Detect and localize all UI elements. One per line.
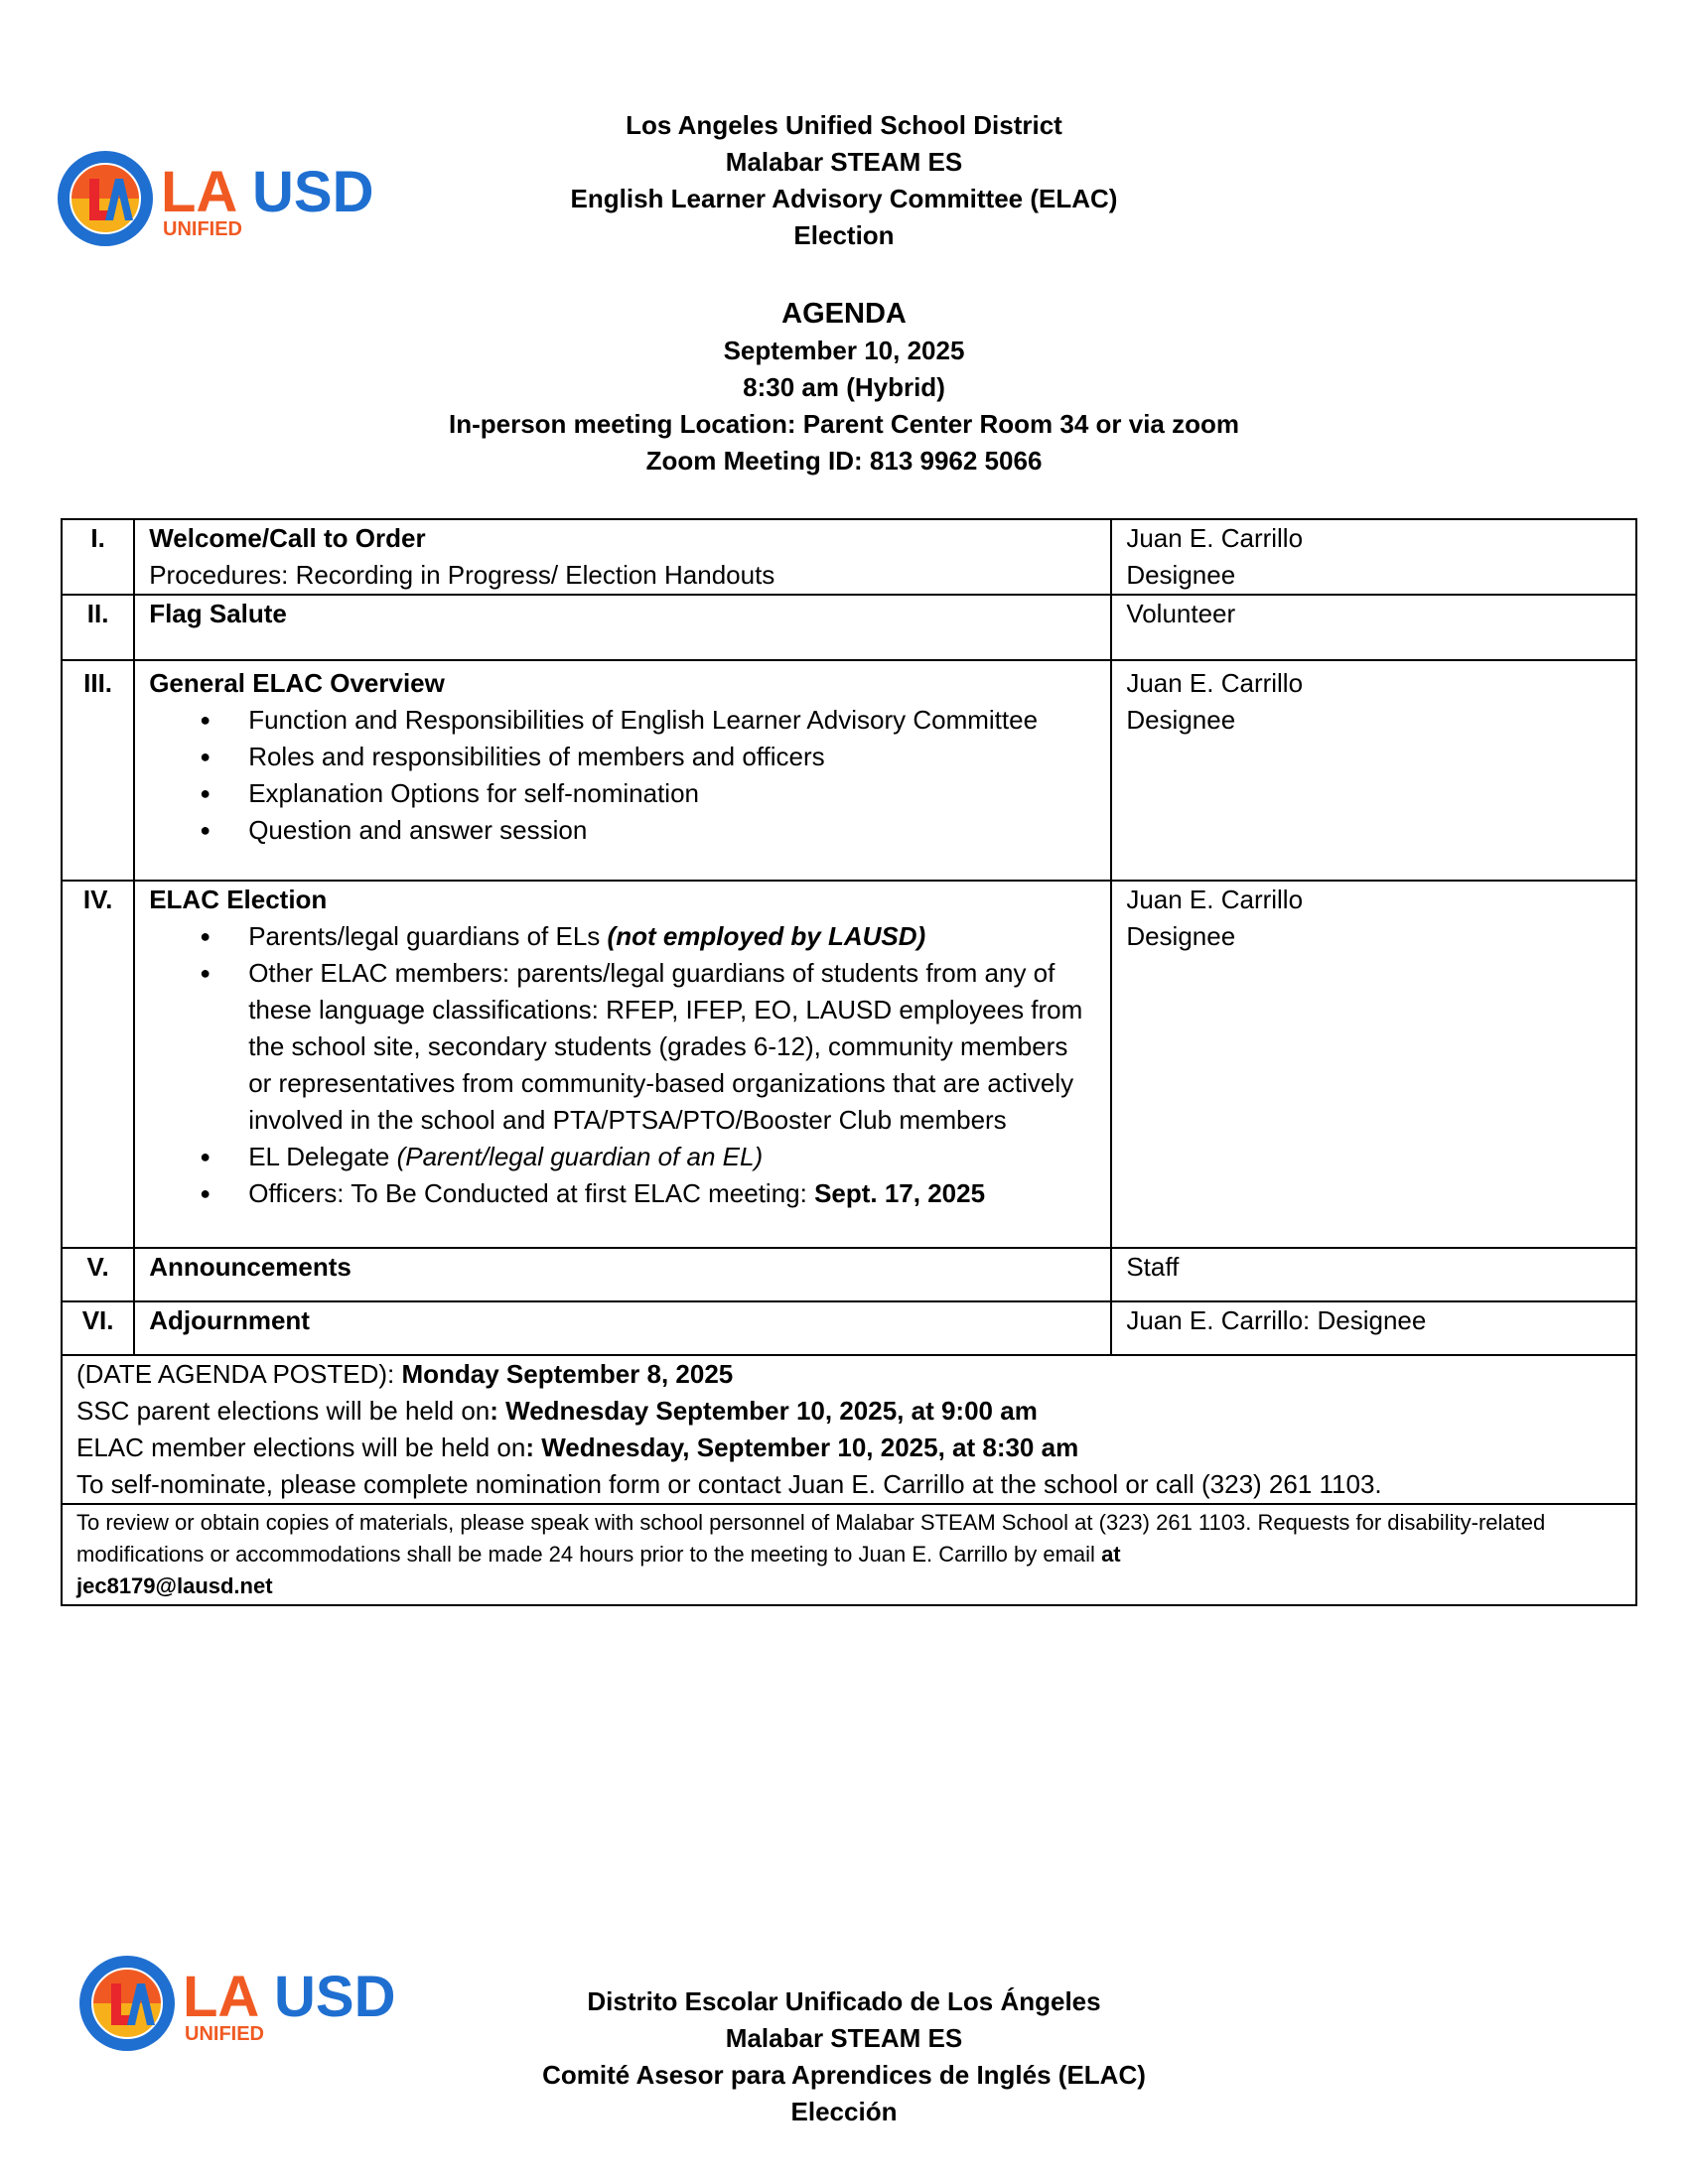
ssc-election-line: SSC parent elections will be held on: Wednesday September 10, 2025, at 9:00 am — [76, 1396, 1038, 1426]
access-row — [62, 1504, 1636, 1605]
item-title: Announcements — [149, 1252, 352, 1282]
item-number: I. — [62, 519, 134, 595]
item-topic — [134, 1301, 1111, 1355]
school-name: Malabar STEAM ES — [725, 147, 963, 177]
meeting-date: September 10, 2025 — [723, 336, 965, 365]
item-topic — [134, 660, 1111, 881]
item-presenter — [1111, 1301, 1636, 1355]
bullet-emphasis: (Parent/legal guardian of an EL) — [396, 1142, 764, 1171]
meeting-location: In-person meeting Location: Parent Center Room 34 or via zoom — [448, 409, 1239, 439]
district-name: Los Angeles Unified School District — [626, 110, 1062, 140]
meeting-notes — [62, 1355, 1636, 1504]
district-name-es: Distrito Escolar Unificado de Los Ángeles — [587, 1986, 1101, 2016]
presenter-alt: Designee — [1126, 560, 1236, 590]
item-number: II. — [62, 595, 134, 660]
agenda-row — [62, 881, 1636, 1248]
accessibility-notice — [62, 1504, 1636, 1605]
item-presenter — [1111, 881, 1636, 1248]
presenter-name: Juan E. Carrillo — [1126, 885, 1304, 914]
item-title: ELAC Election — [149, 885, 328, 914]
item-number: V. — [62, 1248, 134, 1301]
item-presenter — [1111, 519, 1636, 595]
meeting-info — [0, 296, 1688, 479]
item-title: Flag Salute — [149, 599, 287, 628]
svg-text:LA: LA — [161, 160, 238, 224]
bullet-item: ● Function and Responsibilities of English Learner Advisory Committee — [248, 702, 1096, 739]
access-at: at — [1101, 1542, 1121, 1567]
svg-text:UNIFIED: UNIFIED — [185, 2023, 264, 2045]
committee-name-es: Comité Asesor para Aprendices de Inglés (ELAC) — [542, 2060, 1146, 2090]
bullet-text: Parents/legal guardians of ELs — [248, 921, 608, 951]
presenter-name: Juan E. Carrillo — [1126, 668, 1304, 698]
svg-text:UNIFIED: UNIFIED — [163, 218, 242, 240]
presenter-alt: Designee — [1126, 921, 1236, 951]
agenda-row — [62, 1248, 1636, 1301]
access-text: To review or obtain copies of materials, please speak with school personnel of Malabar STEAM School at (323) 261 1103. Requests for disability-related modifications or accommodations shall be made 24 hours prior to the meeting to Juan E. Carrillo by email — [76, 1510, 1546, 1567]
item-title: Adjournment — [149, 1305, 310, 1335]
item-number: III. — [62, 660, 134, 881]
agenda-title: AGENDA — [781, 298, 907, 330]
item-topic — [134, 519, 1111, 595]
bullet-item: ● Question and answer session — [248, 812, 1096, 849]
posted-date-line: (DATE AGENDA POSTED): Monday September 8, 2025 — [76, 1359, 734, 1389]
agenda-row — [62, 660, 1636, 881]
bullet-item: ● Explanation Options for self-nomination — [248, 775, 1096, 812]
svg-text:LA: LA — [183, 1965, 260, 2029]
elac-election-line: ELAC member elections will be held on: Wednesday, September 10, 2025, at 8:30 am — [76, 1433, 1079, 1462]
meeting-time: 8:30 am (Hybrid) — [743, 372, 945, 402]
email-link[interactable]: jec8179@lausd.net — [76, 1573, 273, 1598]
presenter-name: Juan E. Carrillo — [1126, 523, 1304, 553]
bullet-emphasis: Sept. 17, 2025 — [814, 1178, 986, 1208]
notes-row — [62, 1355, 1636, 1504]
agenda-row — [62, 519, 1636, 595]
item-presenter — [1111, 660, 1636, 881]
item-number: IV. — [62, 881, 134, 1248]
presenter-name: Volunteer — [1126, 599, 1236, 628]
item-detail: Procedures: Recording in Progress/ Election Handouts — [149, 560, 775, 590]
school-name-es: Malabar STEAM ES — [725, 2023, 963, 2053]
zoom-id: Zoom Meeting ID: 813 9962 5066 — [645, 446, 1043, 476]
item-topic — [134, 881, 1111, 1248]
agenda-table — [61, 518, 1637, 1606]
svg-text:USD: USD — [274, 1965, 396, 2029]
item-title: General ELAC Overview — [149, 668, 445, 698]
item-topic — [134, 1248, 1111, 1301]
agenda-row — [62, 1301, 1636, 1355]
nomination-line: To self-nominate, please complete nomination form or contact Juan E. Carrillo at the school or call (323) 261 1103. — [76, 1469, 1382, 1499]
bullet-emphasis: (not employed by LAUSD) — [607, 921, 926, 951]
bullet-item — [248, 1139, 1096, 1175]
presenter-name: Juan E. Carrillo: Designee — [1126, 1305, 1427, 1335]
item-topic — [134, 595, 1111, 660]
svg-text:USD: USD — [252, 160, 374, 224]
presenter-name: Staff — [1126, 1252, 1180, 1282]
item-presenter — [1111, 595, 1636, 660]
item-title: Welcome/Call to Order — [149, 523, 426, 553]
event-name: Election — [793, 220, 895, 250]
header-spanish — [0, 1983, 1688, 2130]
committee-name: English Learner Advisory Committee (ELAC) — [570, 184, 1118, 213]
bullet-item — [248, 1175, 1096, 1212]
bullet-text: Officers: To Be Conducted at first ELAC meeting: — [248, 1178, 815, 1208]
item-presenter — [1111, 1248, 1636, 1301]
header-english — [0, 107, 1688, 254]
agenda-row — [62, 595, 1636, 660]
bullet-item: ● Roles and responsibilities of members and officers — [248, 739, 1096, 775]
item-bullets — [149, 918, 1096, 1212]
item-bullets — [149, 702, 1096, 849]
presenter-alt: Designee — [1126, 705, 1236, 735]
event-name-es: Elección — [790, 2097, 898, 2126]
bullet-item: ● Other ELAC members: parents/legal guardians of students from any of these language classifications: RFEP, IFEP, EO, LAUSD employees from the school site, secondary students (grades 6-12), community members or representatives from community-based organizations that are actively involved in the school and PTA/PTSA/PTO/Booster Club members — [248, 955, 1096, 1139]
bullet-item — [248, 918, 1096, 955]
item-number: VI. — [62, 1301, 134, 1355]
bullet-text: EL Delegate — [248, 1142, 397, 1171]
